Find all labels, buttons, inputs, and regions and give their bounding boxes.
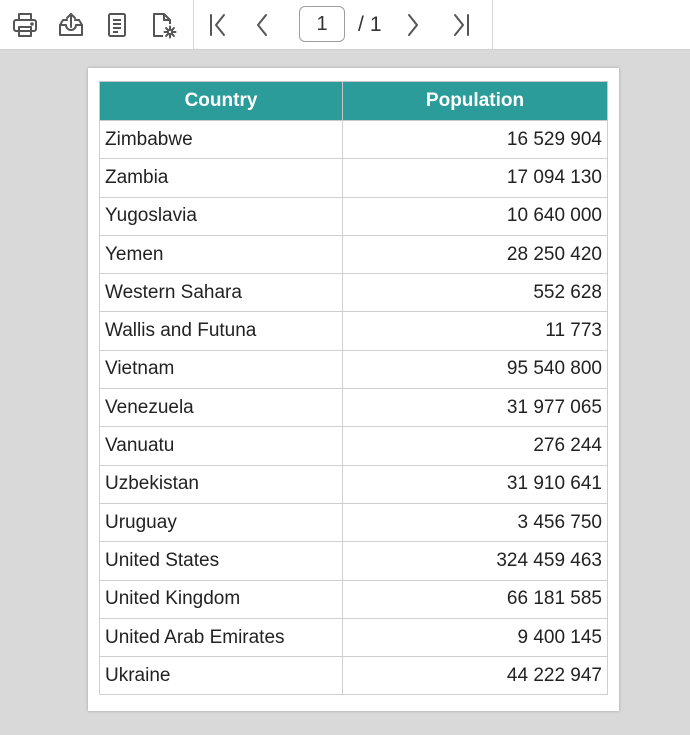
table-header-row <box>100 82 608 121</box>
country-cell: Venezuela <box>100 389 343 427</box>
page-total-value: 1 <box>369 13 382 36</box>
population-cell: 16 529 904 <box>343 121 608 159</box>
page-total <box>358 12 382 38</box>
country-cell: United States <box>100 542 343 580</box>
population-cell: 324 459 463 <box>343 542 608 580</box>
table-row <box>100 197 608 235</box>
population-table <box>99 81 608 695</box>
table-row <box>100 274 608 312</box>
country-cell: Vietnam <box>100 350 343 388</box>
document-map-button[interactable] <box>100 8 134 42</box>
table-row <box>100 235 608 273</box>
report-page <box>88 68 619 711</box>
export-icon <box>57 11 85 39</box>
table-row <box>100 427 608 465</box>
toolbar-separator <box>193 0 194 49</box>
country-cell: Yugoslavia <box>100 197 343 235</box>
table-row <box>100 503 608 541</box>
population-cell: 95 540 800 <box>343 350 608 388</box>
population-cell: 276 244 <box>343 427 608 465</box>
population-cell: 44 222 947 <box>343 657 608 695</box>
page-separator: / <box>358 13 364 36</box>
country-cell: Zimbabwe <box>100 121 343 159</box>
next-page-icon <box>399 11 427 39</box>
table-row <box>100 121 608 159</box>
country-cell: Western Sahara <box>100 274 343 312</box>
population-cell: 9 400 145 <box>343 618 608 656</box>
export-button[interactable] <box>54 8 88 42</box>
country-cell: Ukraine <box>100 657 343 695</box>
first-page-icon <box>204 11 232 39</box>
country-cell: Wallis and Futuna <box>100 312 343 350</box>
table-row <box>100 542 608 580</box>
table-row <box>100 350 608 388</box>
table-row <box>100 159 608 197</box>
population-column-header: Population <box>343 82 608 121</box>
document-icon <box>103 11 131 39</box>
first-page-button[interactable] <box>201 8 235 42</box>
country-cell: Uzbekistan <box>100 465 343 503</box>
population-cell: 11 773 <box>343 312 608 350</box>
population-cell: 3 456 750 <box>343 503 608 541</box>
toolbar-separator <box>492 0 493 49</box>
table-row <box>100 465 608 503</box>
country-cell: Yemen <box>100 235 343 273</box>
table-row <box>100 580 608 618</box>
table-row <box>100 618 608 656</box>
previous-page-icon <box>248 11 276 39</box>
country-cell: United Arab Emirates <box>100 618 343 656</box>
printer-icon <box>11 11 39 39</box>
page-setup-icon <box>148 10 178 40</box>
table-row <box>100 312 608 350</box>
country-column-header: Country <box>100 82 343 121</box>
next-page-button[interactable] <box>396 8 430 42</box>
population-cell: 552 628 <box>343 274 608 312</box>
population-cell: 17 094 130 <box>343 159 608 197</box>
previous-page-button[interactable] <box>245 8 279 42</box>
table-row <box>100 389 608 427</box>
population-cell: 31 977 065 <box>343 389 608 427</box>
country-cell: Vanuatu <box>100 427 343 465</box>
country-cell: Zambia <box>100 159 343 197</box>
table-row <box>100 657 608 695</box>
last-page-button[interactable] <box>444 8 478 42</box>
population-cell: 28 250 420 <box>343 235 608 273</box>
current-page-input[interactable] <box>299 6 345 42</box>
country-cell: United Kingdom <box>100 580 343 618</box>
population-cell: 10 640 000 <box>343 197 608 235</box>
last-page-icon <box>447 11 475 39</box>
country-cell: Uruguay <box>100 503 343 541</box>
population-cell: 66 181 585 <box>343 580 608 618</box>
population-cell: 31 910 641 <box>343 465 608 503</box>
print-button[interactable] <box>8 8 42 42</box>
page-setup-button[interactable] <box>146 8 180 42</box>
viewer-toolbar <box>0 0 690 50</box>
